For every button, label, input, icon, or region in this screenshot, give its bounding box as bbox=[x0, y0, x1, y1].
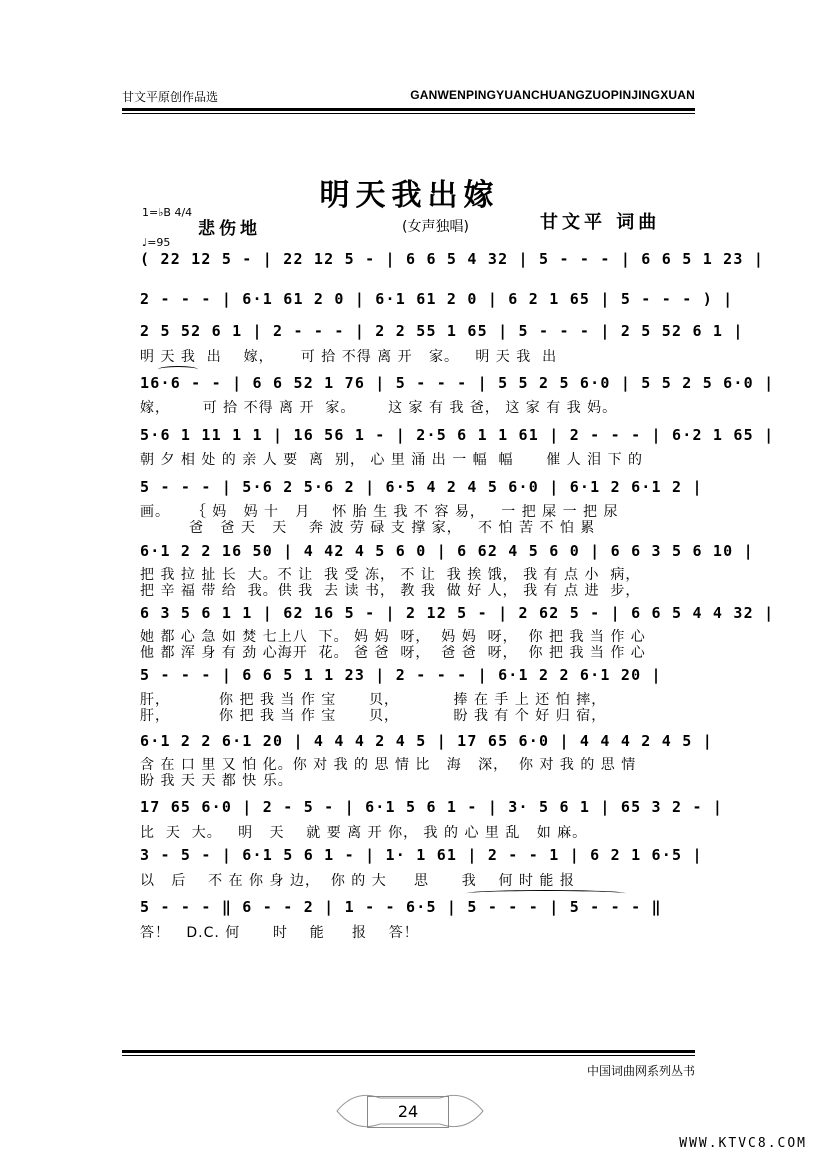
lyrics-row-9-v2: 肝， 你 把 我 当 作 宝 贝， 盼 我 有 个 好 归 宿， bbox=[140, 708, 607, 724]
score-row-11: 17 65 6·0 | 2 - 5 - | 6·1 5 6 1 - | 3· 5 6 1 | 65 3 2 - | bbox=[140, 798, 724, 816]
series-name: 中国词曲网系列丛书 bbox=[586, 1064, 695, 1078]
lyrics-row-13: 答！ D.C. 何 时 能 报 答！ bbox=[140, 925, 419, 941]
header-left-title: 甘文平原创作品选 bbox=[122, 90, 219, 104]
lyrics-row-8-v2: 他 都 浑 身 有 劲 心海开 花。 爸 爸 呀， 爸 爸 呀， 你 把 我 当 作 心 bbox=[140, 645, 646, 661]
footer-rule-thin bbox=[122, 1055, 695, 1056]
lyrics-row-9-v1: 肝， 你 把 我 当 作 宝 贝， 捧 在 手 上 还 怕 摔， bbox=[140, 692, 607, 708]
key-signature: 1=♭B 4/4 bbox=[142, 206, 193, 219]
score-row-13: 5 - - - ‖ 6 - - 2 | 1 - - 6·5 | 5 - - - | 5 - - - ‖ bbox=[140, 898, 662, 916]
voice-type: (女声独唱) bbox=[402, 219, 469, 235]
score-row-4: 16·6 - - | 6 6 52 1 76 | 5 - - - | 5 5 2 5 6·0 | 5 5 2 5 6·0 | bbox=[140, 374, 775, 392]
header-right-title: GANWENPINGYUANCHUANGZUOPINJINGXUAN bbox=[410, 88, 695, 102]
lyrics-row-7-v2: 把 辛 福 带 给 我。供 我 去 读 书， 教 我 做 好 人， 我 有 点 进 步， bbox=[140, 583, 641, 599]
lyrics-row-8-v1: 她 都 心 急 如 焚 七上八 下。 妈 妈 呀， 妈 妈 呀， 你 把 我 当 作 心 bbox=[140, 629, 646, 645]
lyrics-row-4: 嫁， 可 拾 不得 离 开 家。 这 家 有 我 爸， 这 家 有 我 妈。 bbox=[140, 400, 618, 416]
lyrics-row-10-v1: 含 在 口 里 又 怕 化。你 对 我 的 思 情 比 海 深， 你 对 我 的 思 情 bbox=[140, 757, 637, 773]
footer-rule bbox=[122, 1050, 695, 1053]
score-row-3: 2 5 52 6 1 | 2 - - - | 2 2 55 1 65 | 5 - - - | 2 5 52 6 1 | bbox=[140, 322, 744, 340]
song-title: 明天我出嫁 bbox=[319, 178, 500, 213]
score-row-9: 5 - - - | 6 6 5 1 1 23 | 2 - - - | 6·1 2 2 6·1 20 | bbox=[140, 666, 662, 684]
lyrics-row-10-v2: 盼 我 天 天 都 快 乐。 bbox=[140, 773, 293, 789]
score-row-8: 6 3 5 6 1 1 | 62 16 5 - | 2 12 5 - | 2 62 5 - | 6 6 5 4 4 32 | bbox=[140, 604, 775, 622]
slur-mark bbox=[466, 890, 626, 897]
credit: 甘文平 词曲 bbox=[540, 212, 661, 233]
score-row-6: 5 - - - | 5·6 2 5·6 2 | 6·5 4 2 4 5 6·0 | 6·1 2 6·1 2 | bbox=[140, 478, 703, 496]
header-rule-thin bbox=[122, 113, 695, 114]
lyrics-row-12: 以 后 不 在 你 身 边， 你 的 大 思 我 何 时 能 报 bbox=[140, 873, 575, 889]
score-row-7: 6·1 2 2 16 50 | 4 42 4 5 6 0 | 6 62 4 5 6 0 | 6 6 3 5 6 10 | bbox=[140, 542, 754, 560]
page-number: 24 bbox=[367, 1096, 449, 1128]
lyrics-row-7-v1: 把 我 拉 扯 长 大。不 让 我 受 冻， 不 让 我 挨 饿， 我 有 点 小 病， bbox=[140, 567, 641, 583]
lyrics-row-6-v1: 画。 ｛ 妈 妈 十 月 怀 胎 生 我 不 容 易， 一 把 屎 一 把 尿 bbox=[140, 504, 619, 520]
score-row-12: 3 - 5 - | 6·1 5 6 1 - | 1· 1 61 | 2 - - 1 | 6 2 1 6·5 | bbox=[140, 846, 703, 864]
lyrics-row-3: 明 天 我 出 嫁， 可 拾 不得 离 开 家。 明 天 我 出 bbox=[140, 349, 558, 365]
score-row-10: 6·1 2 2 6·1 20 | 4 4 4 2 4 5 | 17 65 6·0 | 4 4 4 2 4 5 | bbox=[140, 732, 713, 750]
lyrics-row-11: 比 天 大。 明 天 就 要 离 开 你， 我 的 心 里 乱 如 麻。 bbox=[140, 825, 588, 841]
lyrics-row-5: 朝 夕 相 处 的 亲 人 要 离 别， 心 里 涌 出 一 幅 幅 催 人 泪 下 的 bbox=[140, 452, 644, 468]
header-rule bbox=[122, 108, 695, 111]
score-row-5: 5·6 1 11 1 1 | 16 56 1 - | 2·5 6 1 1 61 | 2 - - - | 6·2 1 65 | bbox=[140, 426, 775, 444]
slur-mark bbox=[158, 366, 198, 373]
lyrics-row-6-v2: 爸 爸 天 天 奔 波 劳 碌 支 撑 家， 不 怕 苦 不 怕 累 bbox=[140, 520, 596, 536]
expression-mark: 悲伤地 bbox=[198, 219, 261, 239]
score-row-2: 2 - - - | 6·1 61 2 0 | 6·1 61 2 0 | 6 2 1 65 | 5 - - - ) | bbox=[140, 290, 734, 308]
watermark: WWW.KTVC8.COM bbox=[679, 1136, 807, 1151]
time-signature: 4/4 bbox=[174, 206, 193, 219]
score-row-1: ( 22 12 5 - | 22 12 5 - | 6 6 5 4 32 | 5 - - - | 6 6 5 1 23 | bbox=[140, 250, 765, 268]
tempo-mark: ♩=95 bbox=[142, 236, 171, 249]
